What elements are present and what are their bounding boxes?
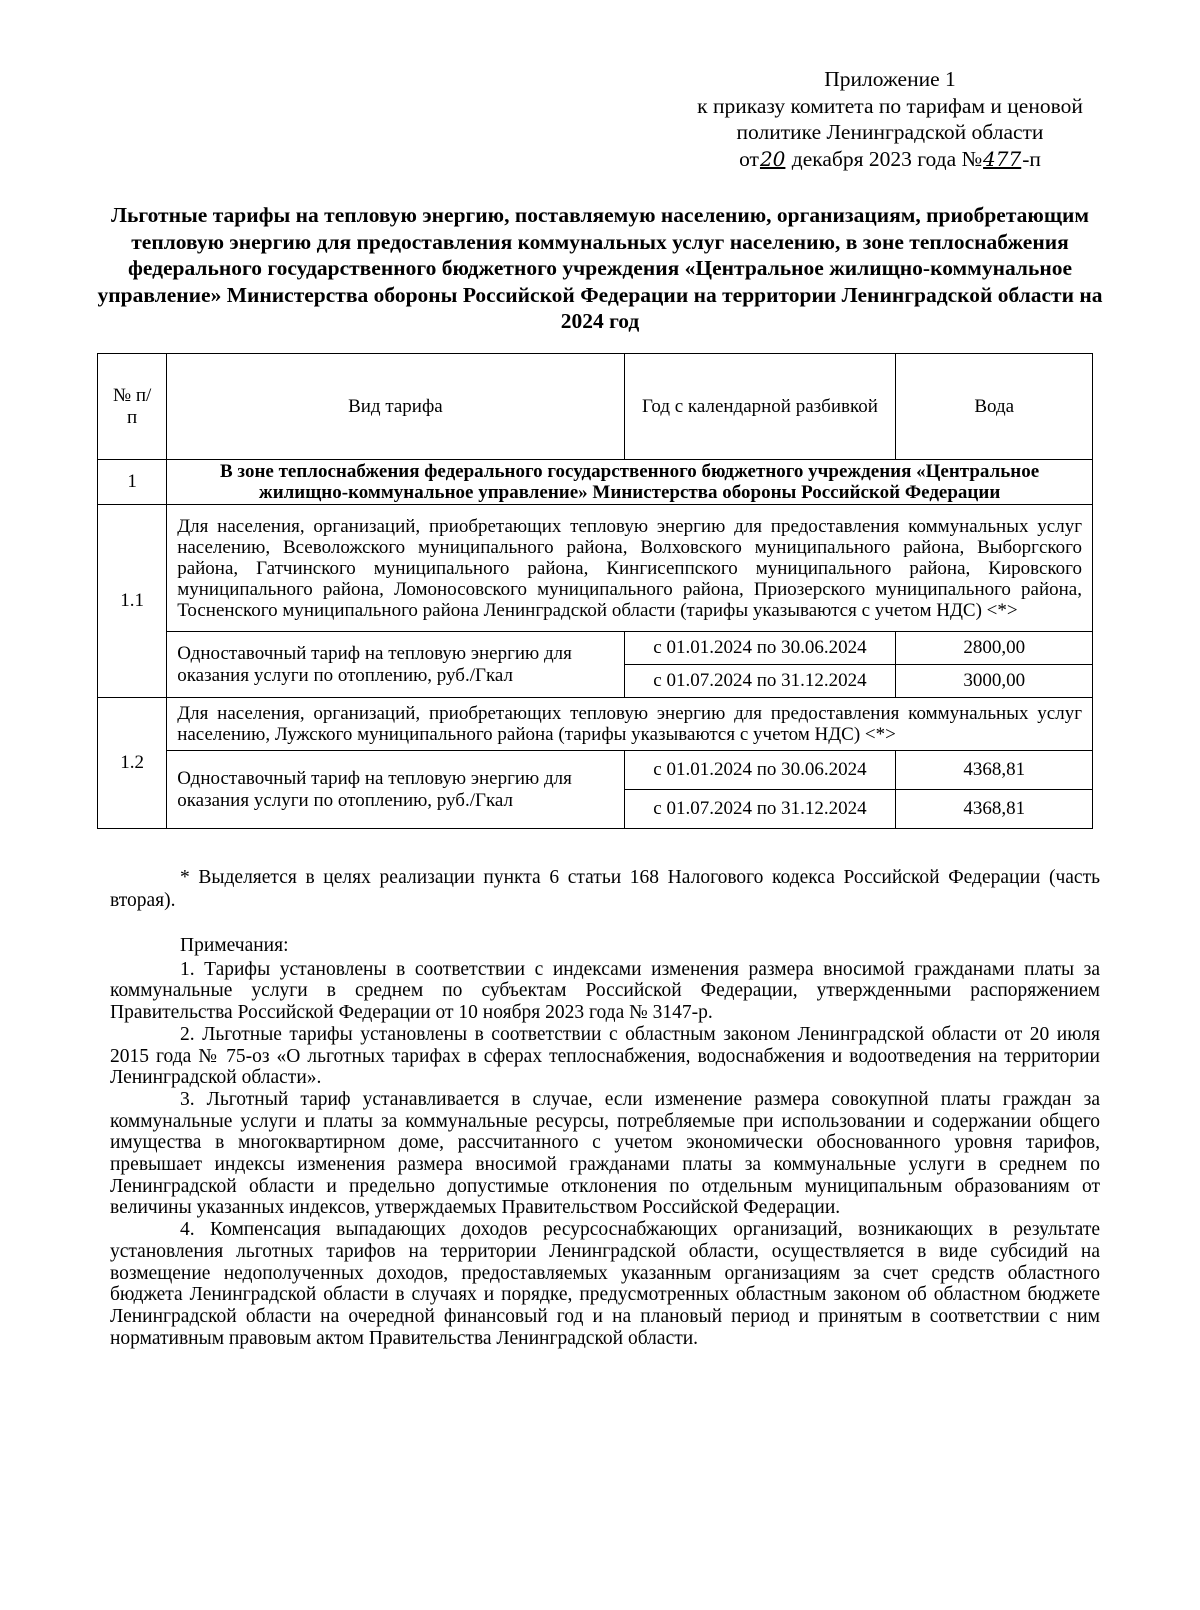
tariffs-table — [97, 353, 1093, 829]
section-description: Для населения, организаций, приобретающих тепловую энергию для предоставления коммунальных услуг населению, Лужского муниципального района (тарифы указываются с учетом НДС) <*> — [167, 698, 1093, 751]
header-water: Вода — [896, 354, 1093, 460]
note-item: 4. Компенсация выпадающих доходов ресурсоснабжающих организаций, возникающих в результате установления льготных тарифов на территории Ленинградской области, осуществляется в виде субсидий на возмещение недополученных доходов, предоставляемых указанным организациям за счет средств областного бюджета Ленинградской области в случаях и порядке, предусмотренных областным законом об областном бюджете Ленинградской области на очередной финансовый год и на плановый период и принятым в соответствии с ним нормативным правовым актом Правительства Ленинградской области. — [110, 1219, 1100, 1349]
tariff-period: с 01.07.2024 по 31.12.2024 — [624, 665, 896, 698]
note-item: 1. Тарифы установлены в соответствии с индексами изменения размера вносимой гражданами платы за коммунальные услуги в среднем по субъектам Российской Федерации, утвержденными распоряжением Правительства Российской Федерации от 10 ноября 2023 года № 3147-р. — [110, 958, 1100, 1024]
table-row — [98, 751, 1093, 790]
footnote: * Выделяется в целях реализации пункта 6 статьи 168 Налогового кодекса Российской Федерации (часть вторая). — [110, 867, 1100, 911]
tariff-value: 4368,81 — [896, 790, 1093, 829]
header-kind: Вид тарифа — [167, 354, 624, 460]
handwritten-day: 20 — [759, 146, 786, 171]
table-row — [98, 632, 1093, 665]
section-1-2-desc-row — [98, 698, 1093, 751]
section-num: 1.2 — [98, 698, 167, 829]
section-1-1-desc-row — [98, 505, 1093, 632]
note-item: 2. Льготные тарифы установлены в соответствии с областным законом Ленинградской области от 20 июля 2015 года № 75-оз «О льготных тарифах в сферах теплоснабжения, водоснабжения и водоотведения на территории Ленинградской области». — [110, 1023, 1100, 1089]
document-title: Льготные тарифы на тепловую энергию, поставляемую населению, организациям, приобретающим тепловую энергию для предоставления коммунальных услуг населению, в зоне теплоснабжения федерального государственного бюджетного учреждения «Центральное жилищно-коммунальное управление» Министерства обороны Российской Федерации на территории Ленинградской области на 2024 год — [97, 203, 1103, 333]
table-header-row — [98, 354, 1093, 460]
tariff-kind: Одноставочный тариф на тепловую энергию для оказания услуги по отоплению, руб./Гкал — [167, 632, 624, 698]
section-description: Для населения, организаций, приобретающих тепловую энергию для предоставления коммунальных услуг населению, Всеволожского муниципального района, Волховского муниципального района, Выборгского района, Гатчинского муниципального района, Кингисеппского муниципального района, Кировского муниципального района, Ломоносовского муниципального района, Приозерского муниципального района, Тосненского муниципального района Ленинградской области (тарифы указываются с учетом НДС) <*> — [167, 505, 1093, 632]
header-period: Год с календарной разбивкой — [624, 354, 896, 460]
tariff-value: 2800,00 — [896, 632, 1093, 665]
date-rest: декабря 2023 года № — [791, 146, 983, 171]
appendix-committee-line: политике Ленинградской области — [736, 120, 1044, 144]
note-item: 3. Льготный тариф устанавливается в случае, если изменение размера совокупной платы граждан за коммунальные услуги и платы за коммунальные ресурсы, потребляемые при использовании и содержании общего имущества в многоквартирном доме, рассчитанного с учетом экономически обоснованного уровня тарифов, превышает индексы изменения размера вносимой гражданами платы за коммунальные услуги в среднем по Ленинградской области и предельно допустимые отклонения по отдельным муниципальным образованиям от величины указанных индексов, утверждаемых Правительством Российской Федерации. — [110, 1088, 1100, 1219]
handwritten-order-number: 477 — [983, 146, 1022, 171]
zone-row — [98, 460, 1093, 505]
zone-text: В зоне теплоснабжения федерального государственного бюджетного учреждения «Центральное жилищно-коммунальное управление» Министерства обороны Российской Федерации — [167, 460, 1093, 505]
order-suffix: -п — [1022, 146, 1041, 171]
notes-heading: Примечания: — [180, 935, 289, 956]
header-num: № п/п — [98, 354, 167, 460]
tariff-value: 4368,81 — [896, 751, 1093, 790]
tariff-period: с 01.01.2024 по 30.06.2024 — [624, 751, 896, 790]
appendix-title: Приложение 1 — [824, 67, 956, 91]
tariff-period: с 01.01.2024 по 30.06.2024 — [624, 632, 896, 665]
appendix-order-line: к приказу комитета по тарифам и ценовой — [697, 93, 1083, 118]
tariff-value: 3000,00 — [896, 665, 1093, 698]
zone-num: 1 — [98, 460, 167, 505]
appendix-date-line — [660, 146, 1120, 173]
appendix-header — [660, 66, 1120, 172]
date-prefix: от — [739, 146, 759, 171]
notes-section — [110, 935, 1100, 1349]
tariff-kind: Одноставочный тариф на тепловую энергию для оказания услуги по отоплению, руб./Гкал — [167, 751, 624, 829]
tariff-period: с 01.07.2024 по 31.12.2024 — [624, 790, 896, 829]
section-num: 1.1 — [98, 505, 167, 698]
